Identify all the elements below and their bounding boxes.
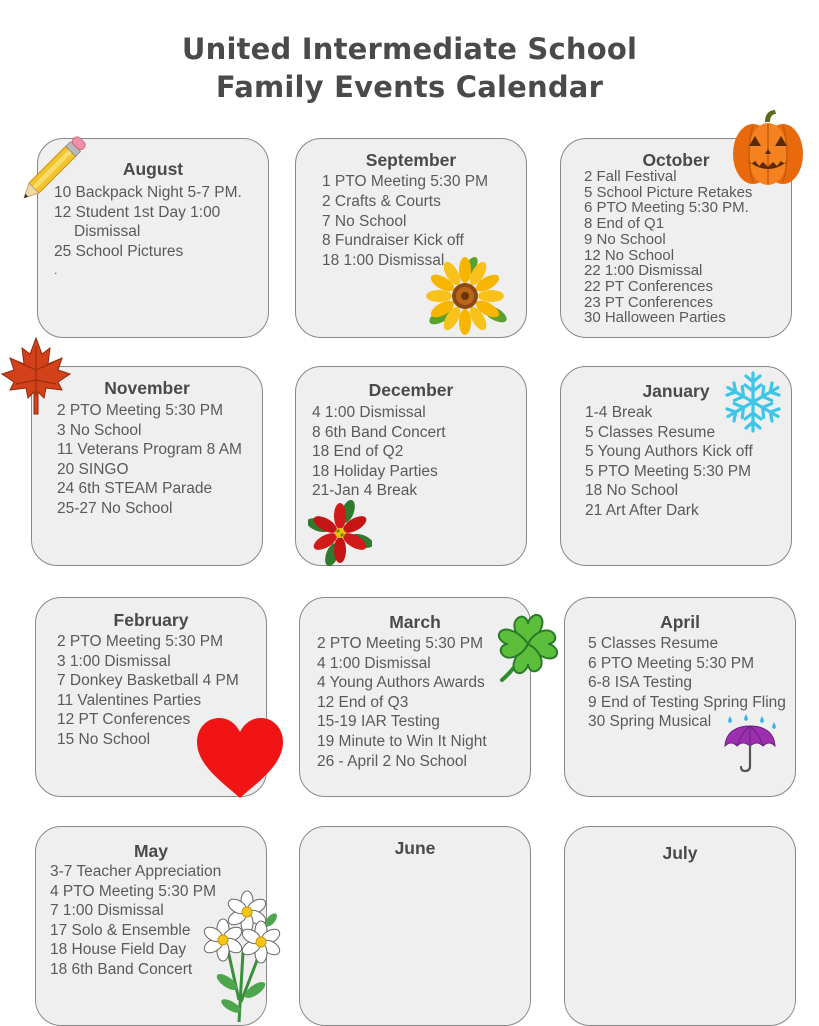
event-item: 6 PTO Meeting 5:30 PM. bbox=[584, 199, 749, 217]
event-item: 12 No School bbox=[584, 246, 675, 264]
month-name: April bbox=[660, 612, 700, 632]
event-item: 7 No School bbox=[322, 212, 407, 230]
event-item: 9 No School bbox=[584, 230, 666, 248]
maple-leaf-icon bbox=[0, 336, 72, 416]
event-item: 8 End of Q1 bbox=[584, 215, 665, 233]
event-list bbox=[317, 634, 487, 771]
title-line-1: United Intermediate School bbox=[181, 32, 638, 66]
event-item: 20 SINGO bbox=[57, 460, 129, 478]
event-item: 7 1:00 Dismissal bbox=[50, 902, 164, 920]
event-item: 1-4 Break bbox=[585, 404, 653, 421]
snowflake-icon bbox=[721, 370, 785, 434]
event-item: 2 PTO Meeting 5:30 PM bbox=[317, 635, 483, 652]
month-name: January bbox=[642, 381, 710, 401]
event-item: 6-8 ISA Testing bbox=[588, 674, 692, 692]
event-item: 15 No School bbox=[57, 730, 151, 748]
event-item: 3 No School bbox=[57, 421, 142, 439]
month-name: May bbox=[133, 841, 169, 861]
month-name: July bbox=[662, 843, 698, 863]
month-name: June bbox=[394, 838, 436, 858]
event-item: 22 1:00 Dismissal bbox=[584, 262, 703, 280]
event-item: 12 PT Conferences bbox=[57, 711, 191, 729]
umbrella-rain-icon bbox=[722, 714, 780, 774]
month-name: August bbox=[122, 159, 184, 179]
event-item: 2 Crafts & Courts bbox=[322, 192, 441, 210]
event-item: 4 PTO Meeting 5:30 PM bbox=[50, 882, 216, 900]
event-item: 5 School Picture Retakes bbox=[584, 183, 753, 201]
month-name: December bbox=[368, 380, 454, 400]
event-list bbox=[50, 862, 221, 980]
event-item: 5 Young Authors Kick off bbox=[585, 443, 753, 461]
event-item: 18 No School bbox=[585, 482, 679, 500]
event-item: 5 PTO Meeting 5:30 PM bbox=[585, 462, 751, 480]
title-line-2: Family Events Calendar bbox=[215, 70, 604, 104]
event-item: . bbox=[54, 263, 58, 277]
event-list bbox=[584, 169, 752, 326]
event-item: 8 Fundraiser Kick off bbox=[322, 232, 464, 250]
pencil-icon bbox=[8, 126, 98, 212]
page-title bbox=[0, 30, 819, 106]
event-item: 4 1:00 Dismissal bbox=[317, 654, 431, 672]
month-name: February bbox=[113, 610, 189, 630]
event-list bbox=[57, 401, 242, 519]
event-item: 30 Spring Musical bbox=[588, 713, 712, 731]
event-item: 30 Halloween Parties bbox=[584, 309, 726, 327]
jack-o-lantern-icon bbox=[729, 108, 807, 188]
event-item: 12 Student 1st Day 1:00 Dismissal bbox=[54, 203, 221, 240]
event-item: 4 1:00 Dismissal bbox=[312, 404, 426, 421]
heart-icon bbox=[195, 716, 285, 800]
event-item: 11 Veterans Program 8 AM bbox=[57, 441, 242, 459]
event-item: 5 Classes Resume bbox=[588, 635, 719, 652]
month-name: March bbox=[389, 612, 441, 632]
event-item: 18 1:00 Dismissal bbox=[322, 252, 445, 270]
event-item: 18 End of Q2 bbox=[312, 443, 404, 461]
event-item: 4 Young Authors Awards bbox=[317, 674, 485, 692]
event-item: 7 Donkey Basketball 4 PM bbox=[57, 672, 239, 690]
event-item: 10 Backpack Night 5-7 PM. bbox=[54, 184, 242, 201]
poinsettia-icon bbox=[308, 500, 372, 566]
event-list bbox=[312, 403, 446, 501]
event-item: 3 1:00 Dismissal bbox=[57, 652, 171, 670]
month-card-july bbox=[564, 826, 796, 1026]
month-name: September bbox=[365, 150, 457, 170]
event-item: 17 Solo & Ensemble bbox=[50, 921, 191, 939]
event-item: 9 End of Testing Spring Fling bbox=[588, 693, 786, 711]
event-item: 25-27 No School bbox=[57, 499, 173, 517]
event-item: 2 PTO Meeting 5:30 PM bbox=[57, 402, 223, 419]
event-item: 23 PT Conferences bbox=[584, 293, 713, 311]
four-leaf-clover-icon bbox=[494, 608, 564, 684]
event-item: 11 Valentines Parties bbox=[57, 691, 202, 709]
sunflower-icon bbox=[425, 256, 509, 336]
event-item: 21-Jan 4 Break bbox=[312, 482, 418, 500]
month-name: October bbox=[642, 150, 710, 170]
daisy-bouquet-icon bbox=[197, 890, 289, 1024]
event-item: 15-19 IAR Testing bbox=[317, 713, 440, 731]
event-item: 25 School Pictures bbox=[54, 242, 184, 260]
event-item: 5 Classes Resume bbox=[585, 423, 716, 441]
month-card-june bbox=[299, 826, 531, 1026]
event-item: 2 PTO Meeting 5:30 PM bbox=[57, 633, 223, 650]
event-item: 22 PT Conferences bbox=[584, 277, 713, 295]
event-item: 18 House Field Day bbox=[50, 941, 187, 959]
event-item: 24 6th STEAM Parade bbox=[57, 480, 213, 498]
month-name: November bbox=[104, 378, 190, 398]
event-item: 26 - April 2 No School bbox=[317, 752, 467, 770]
event-item: 8 6th Band Concert bbox=[312, 423, 446, 441]
event-item: 1 PTO Meeting 5:30 PM bbox=[322, 173, 488, 190]
event-item: 21 Art After Dark bbox=[585, 501, 699, 519]
event-item: 6 PTO Meeting 5:30 PM bbox=[588, 654, 754, 672]
event-item: 12 End of Q3 bbox=[317, 693, 409, 711]
event-item: 18 6th Band Concert bbox=[50, 960, 193, 978]
event-item: 19 Minute to Win It Night bbox=[317, 732, 487, 750]
event-item: 18 Holiday Parties bbox=[312, 462, 438, 480]
event-item: 2 Fall Festival bbox=[584, 168, 677, 185]
event-item: 3-7 Teacher Appreciation bbox=[50, 863, 222, 880]
